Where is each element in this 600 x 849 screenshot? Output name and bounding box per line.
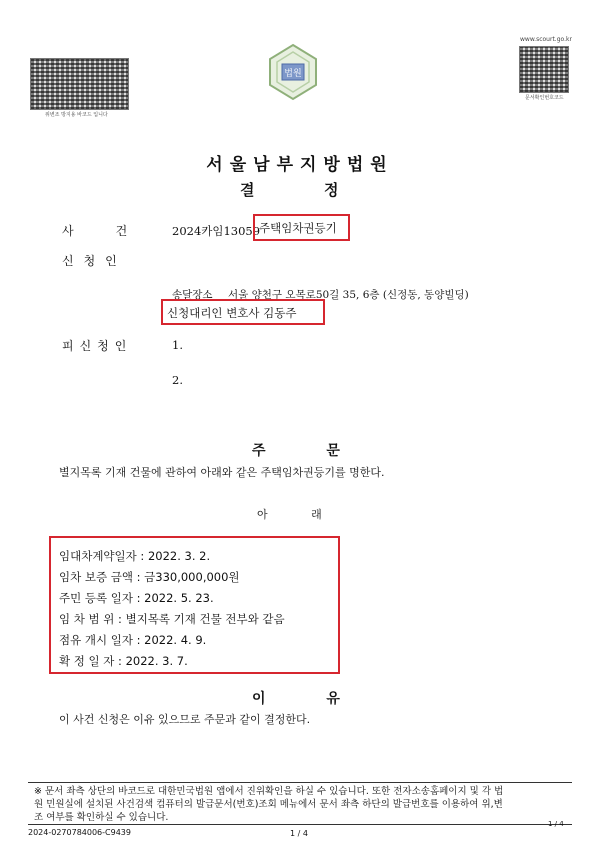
terms-box [49, 536, 340, 674]
term-row: 임대차계약일자 : 2022. 3. 2. [59, 549, 211, 563]
term-row: 임 차 범 위 : 별지목록 기재 건물 전부와 같음 [59, 612, 285, 626]
term-row: 확 정 일 자 : 2022. 3. 7. [59, 654, 188, 668]
term-value: 금330,000,000원 [144, 570, 240, 584]
term-label: 확 정 일 자 [59, 654, 115, 668]
term-value: 2022. 3. 7. [125, 654, 188, 668]
issue-number: 2024-0270784006-C9439 [28, 828, 131, 837]
respondent-label: 피신청인 [62, 339, 133, 353]
notice-top-rule [28, 782, 572, 783]
reason-heading: 이 유 [252, 691, 368, 707]
doc-title-second: 정 [324, 181, 339, 199]
term-value: 2022. 3. 2. [147, 549, 211, 563]
notice-line: 조 여부를 확인하실 수 있습니다. [34, 812, 169, 823]
left-barcode [30, 58, 129, 110]
term-row: 주민 등록 일자 : 2022. 5. 23. [59, 591, 214, 605]
term-value: 2022. 5. 23. [144, 591, 214, 605]
notice-line: 원 민원실에 설치된 사건검색 컴퓨터의 발급문서(번호)조회 메뉴에서 문서 좌측 하단의 발급번호를 이용하여 위,변 [34, 799, 503, 810]
service-address: 서울 양천구 오목로50길 35, 6층 (신정동, 동양빌딩) [228, 289, 469, 301]
order-text: 별지목록 기재 건물에 관하여 아래와 같은 주택임차권등기를 명한다. [59, 466, 385, 479]
notice-bottom-rule [28, 824, 572, 825]
term-row: 임차 보증 금액 : 금330,000,000원 [59, 570, 240, 584]
right-qr-code [519, 46, 569, 93]
notice-line: ※ 문서 좌측 상단의 바코드로 대한민국법원 앱에서 진위확인을 하실 수 있습니다. 또한 전자소송홈페이지 및 각 법 [34, 786, 504, 797]
right-url: www.scourt.go.kr [520, 36, 572, 43]
applicant-agent: 신청대리인 변호사 김동주 [167, 306, 297, 320]
term-row: 점유 개시 일자 : 2022. 4. 9. [59, 633, 207, 647]
term-label: 임대차계약일자 [59, 549, 137, 563]
term-label: 주민 등록 일자 [59, 591, 133, 605]
details-heading: 아 래 [257, 508, 342, 521]
seal-text: 법원 [284, 69, 302, 79]
court-name: 서울남부지방법원 [206, 155, 394, 175]
case-label: 사건 [62, 224, 170, 238]
applicant-label: 신청인 [62, 254, 127, 268]
notice-block [34, 785, 574, 824]
respondent-item-1: 1. [172, 338, 183, 352]
page-indicator-right: 1 / 4 [548, 820, 564, 828]
term-label: 점유 개시 일자 [59, 633, 133, 647]
case-name: 주택임차권등기 [259, 221, 337, 235]
term-value: 별지목록 기재 건물 전부와 같음 [125, 612, 285, 626]
court-seal-icon [263, 42, 323, 102]
term-label: 임 차 범 위 [59, 612, 115, 626]
doc-title-first: 결 [240, 181, 255, 199]
left-barcode-caption: 위변조 방지용 바코드 입니다 [45, 112, 108, 118]
right-code-caption: 문서확인번호코드 [525, 95, 564, 101]
order-heading: 주 문 [252, 443, 368, 459]
case-number: 2024카임13059 [172, 224, 261, 238]
term-label: 임차 보증 금액 [59, 570, 133, 584]
term-value: 2022. 4. 9. [144, 633, 207, 647]
service-address-label: 송달장소 [172, 289, 213, 301]
page-indicator-center: 1 / 4 [290, 829, 308, 838]
reason-text: 이 사건 신청은 이유 있으므로 주문과 같이 결정한다. [59, 713, 311, 726]
respondent-item-2: 2. [172, 373, 183, 387]
